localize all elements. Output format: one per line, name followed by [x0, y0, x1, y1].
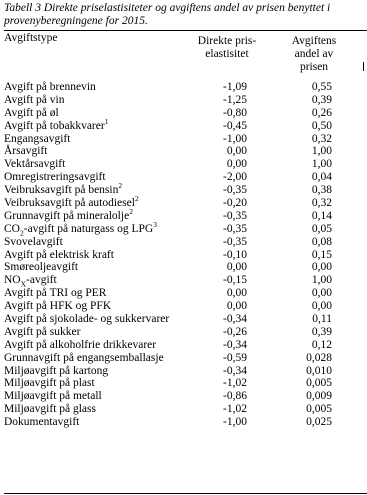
elasticity-cell: -0,34: [223, 313, 247, 326]
price-share-cell: 0,00: [311, 300, 332, 313]
elasticity-cell: -0,20: [223, 197, 247, 210]
price-share-cell: 0,12: [311, 338, 332, 351]
price-share-cell: 0,00: [311, 261, 332, 274]
table-row: [4, 365, 367, 378]
table-row: [4, 116, 367, 133]
bottom-rule: [4, 493, 367, 494]
elasticity-cell: -1,25: [223, 93, 247, 106]
tax-type-cell: [4, 274, 57, 287]
tax-type-cell: [4, 300, 111, 313]
table-row: [4, 403, 367, 416]
tax-type-cell: [4, 416, 79, 429]
elasticity-cell: -0,45: [223, 119, 247, 132]
tax-type-text: Smøreoljeavgift: [4, 261, 79, 274]
price-share-cell: 0,005: [306, 377, 332, 390]
tax-type-text: Avgift på brennevin: [4, 81, 96, 93]
tax-type-cell: [4, 158, 65, 171]
table-row: [4, 236, 367, 249]
subscript: X: [20, 279, 27, 289]
footnote-marker: 1: [104, 116, 109, 126]
tax-type-text: Grunnavgift på mineralolje: [4, 209, 130, 222]
elasticity-cell: -0,15: [223, 274, 247, 287]
elasticity-cell: -1,00: [223, 132, 247, 145]
table-row: [4, 300, 367, 313]
column-header-share-line-2: andel av: [294, 48, 334, 60]
elasticity-cell: -0,34: [223, 338, 247, 351]
table-row: [4, 261, 367, 274]
elasticity-cell: 0,00: [226, 300, 247, 313]
tax-type-text: Årsavgift: [4, 145, 48, 158]
price-share-cell: 0,15: [311, 248, 332, 261]
elasticity-cell: -0,35: [223, 222, 247, 235]
tax-type-cell: [4, 145, 47, 158]
elasticity-cell: -0,26: [223, 325, 247, 338]
tax-type-text: Avgift på vin: [4, 93, 65, 106]
price-share-cell: 0,05: [311, 222, 332, 235]
tax-type-cell: [4, 94, 64, 107]
price-share-cell: 0,028: [306, 351, 332, 364]
price-share-cell: 0,55: [311, 81, 332, 93]
tax-type-cell: [4, 377, 95, 390]
elasticity-cell: 0,00: [226, 158, 247, 171]
price-share-cell: 0,39: [311, 325, 332, 338]
price-share-cell: 0,08: [311, 235, 332, 248]
price-share-cell: 0,00: [311, 287, 332, 300]
tax-type-text: Miljøavgift på kartong: [4, 364, 109, 377]
tax-type-text: Avgift på alkoholfrie drikkevarer: [4, 338, 157, 351]
tax-type-text: Svovelavgift: [4, 235, 63, 248]
price-share-cell: 0,39: [311, 93, 332, 106]
tax-type-text-suffix: -avgift på naturgass og LPG: [23, 222, 154, 235]
price-share-cell: 0,04: [311, 171, 332, 184]
tax-type-text: Veibruksavgift på autodiesel: [4, 197, 135, 210]
tax-type-text: Miljøavgift på metall: [4, 390, 102, 403]
footnote-marker: 2: [134, 194, 139, 204]
tax-type-cell: [4, 261, 78, 274]
tax-type-text: Avgift på sukker: [4, 325, 81, 338]
table-row: [4, 194, 367, 210]
elasticity-cell: -0,35: [223, 209, 247, 222]
tax-type-text: Vektårsavgift: [4, 158, 66, 171]
tax-type-cell: [4, 194, 139, 210]
column-header-elasticity-line-1: Direkte pris-: [197, 35, 257, 47]
price-share-cell: 0,009: [306, 390, 332, 403]
elasticity-cell: 0,00: [226, 287, 247, 300]
table-row: [4, 326, 367, 339]
price-share-cell: 0,50: [311, 119, 332, 132]
table-row: [4, 287, 367, 300]
table-row: [4, 416, 367, 429]
elasticity-cell: -0,86: [223, 390, 247, 403]
tax-type-text: Avgift på tobakkvarer: [4, 119, 105, 132]
tax-type-text: CO: [4, 222, 20, 235]
table-row: [4, 171, 367, 184]
table-row: [4, 313, 367, 326]
tax-type-cell: [4, 339, 156, 352]
price-share-cell: 0,32: [311, 132, 332, 145]
table-row: [4, 377, 367, 390]
tax-type-text: Avgift på elektrisk kraft: [4, 248, 114, 261]
table-row: [4, 94, 367, 107]
tax-type-text: Veibruksavgift på bensin: [4, 184, 119, 197]
price-share-cell: 1,00: [311, 158, 332, 171]
table-row: [4, 181, 367, 197]
footnote-marker: 2: [118, 181, 123, 191]
subscript: 2: [19, 228, 24, 238]
table-row: [4, 207, 367, 223]
elasticity-cell: -0,35: [223, 184, 247, 197]
elasticity-cell: -0,34: [223, 364, 247, 377]
tax-type-text: Avgift på øl: [4, 106, 59, 119]
footnote-marker: 2: [129, 207, 133, 217]
table-row: [4, 390, 367, 403]
price-share-cell: 0,11: [312, 313, 332, 326]
table-row: [4, 133, 367, 146]
caption-line-1: Tabell 3 Direkte priselastisiteter og avgiftens andel av prisen benyttet i: [4, 2, 331, 14]
tax-type-cell: [4, 249, 114, 262]
column-header-share-line-3: prisen: [299, 61, 329, 73]
tax-type-cell: [4, 81, 96, 94]
elasticity-cell: -0,59: [223, 351, 247, 364]
table-row: [4, 158, 367, 171]
tax-type-cell: [4, 116, 109, 133]
table-row: [4, 145, 367, 158]
elasticity-cell: -2,00: [223, 171, 247, 184]
tax-type-text: Miljøavgift på glass: [4, 403, 96, 416]
tax-type-text-suffix: -avgift: [26, 274, 57, 287]
table-row: [4, 81, 367, 94]
elasticity-cell: 0,00: [226, 145, 247, 158]
footnote-marker: 3: [153, 219, 157, 229]
price-share-cell: 0,38: [311, 184, 332, 197]
elasticity-cell: -1,02: [223, 377, 247, 390]
price-share-cell: 0,010: [306, 364, 332, 377]
column-header-share: [278, 35, 350, 74]
top-rule: [4, 30, 367, 31]
tax-type-text: Dokumentavgift: [4, 416, 80, 429]
elasticity-cell: -0,80: [223, 106, 247, 119]
elasticity-cell: -0,10: [223, 248, 247, 261]
table-row: [4, 249, 367, 262]
edge-mark: [363, 62, 367, 71]
tax-type-cell: [4, 219, 157, 238]
tax-type-cell: [4, 313, 169, 326]
tax-type-cell: [4, 236, 63, 249]
tax-type-cell: [4, 107, 59, 120]
elasticity-cell: -0,35: [223, 235, 247, 248]
column-header-share-line-1: Avgiftens: [291, 35, 337, 47]
tax-type-text: Avgift på TRI og PER: [4, 287, 107, 300]
caption-line-2: provenyberegningene for 2015.: [4, 15, 148, 27]
tax-type-cell: [4, 207, 133, 223]
tax-type-cell: [4, 287, 106, 300]
tax-type-cell: [4, 133, 70, 146]
elasticity-cell: -1,09: [223, 81, 247, 93]
table-row: [4, 107, 367, 120]
price-share-cell: 1,00: [311, 274, 332, 287]
tax-type-text: Avgift på sjokolade- og sukkervarer: [4, 313, 170, 326]
price-share-cell: 0,14: [311, 209, 332, 222]
tax-type-text: Miljøavgift på plast: [4, 377, 95, 390]
tax-type-text: Grunnavgift på engangsemballasje: [4, 351, 164, 364]
price-share-cell: 0,26: [311, 106, 332, 119]
elasticity-cell: -1,00: [223, 416, 247, 429]
price-share-cell: 0,32: [311, 197, 332, 210]
tax-type-cell: [4, 181, 123, 197]
elasticity-cell: -1,02: [223, 403, 247, 416]
column-header-elasticity-line-2: elastisitet: [205, 48, 249, 60]
tax-type-cell: [4, 352, 164, 365]
elasticity-cell: 0,00: [226, 261, 247, 274]
tax-type-text: Avgift på HFK og PFK: [4, 300, 112, 313]
table-row: [4, 219, 367, 238]
table-row: [4, 352, 367, 365]
table-row: [4, 339, 367, 352]
tax-type-text: Omregistreringsavgift: [4, 171, 106, 184]
table-caption: [4, 2, 364, 28]
column-header-type: Avgiftstype: [4, 32, 58, 44]
tax-type-cell: [4, 390, 102, 403]
tax-type-cell: [4, 171, 106, 184]
tax-type-text: Engangsavgift: [4, 132, 71, 145]
tax-type-cell: [4, 365, 108, 378]
table-row: [4, 274, 367, 287]
price-share-cell: 0,005: [306, 403, 332, 416]
column-header-elasticity: [192, 35, 262, 61]
table-body: [4, 81, 367, 429]
price-share-cell: 1,00: [311, 145, 332, 158]
tax-type-text: NO: [4, 274, 21, 287]
price-share-cell: 0,025: [306, 416, 332, 429]
tax-type-cell: [4, 326, 80, 339]
tax-type-cell: [4, 403, 96, 416]
